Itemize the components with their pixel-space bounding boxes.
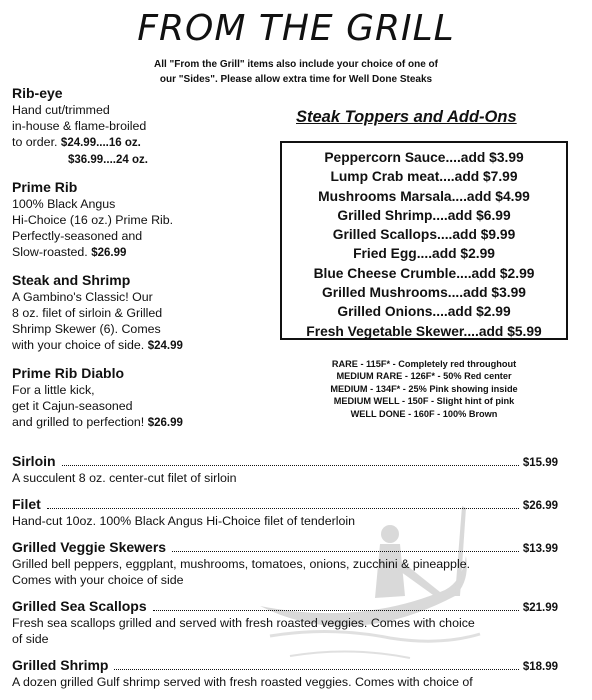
entree-name: Grilled Shrimp bbox=[12, 657, 109, 673]
entree-description: of side bbox=[12, 632, 49, 646]
entree-description: Hand-cut 10oz. 100% Black Angus Hi-Choice filet of tenderloin bbox=[12, 514, 355, 528]
item-price: $26.99 bbox=[147, 417, 183, 429]
item-description: 8 oz. filet of sirloin & Grilled bbox=[12, 306, 163, 320]
entree-price: $15.99 bbox=[522, 457, 558, 469]
item-name: Prime Rib Diablo bbox=[12, 365, 125, 381]
item-description: in-house & flame-broiled bbox=[12, 119, 147, 133]
entree-price: $13.99 bbox=[522, 543, 558, 555]
item-description: Hand cut/trimmed bbox=[12, 103, 110, 117]
entree-price: $18.99 bbox=[522, 661, 558, 673]
item-description: with your choice of side. bbox=[12, 338, 145, 352]
entree-name: Sirloin bbox=[12, 453, 56, 469]
entree-list bbox=[12, 452, 558, 699]
doneness-line: MEDIUM WELL - 150F - Slight hint of pink bbox=[333, 396, 515, 407]
entree-header bbox=[12, 656, 558, 674]
topper-item: Grilled Mushrooms....add $3.99 bbox=[322, 285, 526, 301]
doneness-guide bbox=[280, 358, 568, 420]
dot-leader bbox=[153, 610, 519, 611]
subtitle-line: our "Sides". Please allow extra time for Well Done Steaks bbox=[159, 74, 433, 85]
menu-item-prime-rib bbox=[12, 178, 274, 261]
item-description: A Gambino's Classic! Our bbox=[12, 290, 153, 304]
doneness-line: MEDIUM RARE - 126F* - 50% Red center bbox=[336, 371, 512, 382]
doneness-line: MEDIUM - 134F* - 25% Pink showing inside bbox=[330, 383, 518, 394]
page-title: FROM THE GRILL bbox=[137, 8, 455, 49]
topper-item: Peppercorn Sauce....add $3.99 bbox=[324, 150, 524, 165]
entree-description: A dozen grilled Gulf shrimp served with fresh roasted veggies. Comes with choice of bbox=[12, 675, 473, 689]
item-description: Shrimp Skewer (6). Comes bbox=[12, 322, 161, 336]
item-description bbox=[12, 414, 274, 431]
item-description bbox=[12, 244, 274, 261]
entree-header bbox=[12, 452, 558, 470]
entree-filet bbox=[12, 495, 558, 529]
dot-leader bbox=[172, 551, 519, 552]
entree-grilled-shrimp bbox=[12, 656, 558, 690]
item-name: Rib-eye bbox=[12, 85, 63, 101]
entree-grilled-sea-scallops bbox=[12, 597, 558, 647]
entree-header bbox=[12, 597, 558, 615]
item-description: 100% Black Angus bbox=[12, 197, 116, 211]
item-description: Perfectly-seasoned and bbox=[12, 229, 143, 243]
topper-item: Mushrooms Marsala....add $4.99 bbox=[318, 188, 530, 204]
entree-name: Filet bbox=[12, 496, 41, 512]
item-name: Steak and Shrimp bbox=[12, 272, 131, 288]
entree-description: Comes with your choice of side bbox=[12, 573, 184, 587]
entree-header bbox=[12, 495, 558, 513]
entree-description: A succulent 8 oz. center-cut filet of sirloin bbox=[12, 471, 237, 485]
topper-item: Grilled Onions....add $2.99 bbox=[337, 304, 511, 320]
topper-item: Grilled Shrimp....add $6.99 bbox=[337, 207, 511, 223]
page-subtitle bbox=[40, 57, 552, 87]
item-description: and grilled to perfection! bbox=[12, 415, 145, 429]
subtitle-line: All "From the Grill" items also include your choice of one of bbox=[154, 59, 438, 70]
dot-leader bbox=[114, 669, 518, 670]
entree-name: Grilled Sea Scallops bbox=[12, 598, 147, 614]
item-description: Slow-roasted. bbox=[12, 245, 88, 259]
dot-leader bbox=[62, 465, 519, 466]
toppers-heading: Steak Toppers and Add-Ons bbox=[296, 108, 517, 126]
topper-item: Grilled Scallops....add $9.99 bbox=[332, 227, 516, 243]
topper-item: Lump Crab meat....add $7.99 bbox=[330, 169, 518, 185]
menu-item-rib-eye bbox=[12, 84, 274, 168]
item-description bbox=[12, 337, 274, 354]
entree-price: $26.99 bbox=[522, 500, 558, 512]
topper-item: Fresh Vegetable Skewer....add $5.99 bbox=[306, 323, 542, 339]
item-description: For a little kick, bbox=[12, 383, 95, 397]
menu-item-steak-and-shrimp bbox=[12, 271, 274, 354]
topper-item: Blue Cheese Crumble....add $2.99 bbox=[313, 265, 535, 281]
entree-name: Grilled Veggie Skewers bbox=[12, 539, 167, 555]
topper-item: Fried Egg....add $2.99 bbox=[353, 246, 495, 262]
item-description: get it Cajun-seasoned bbox=[12, 399, 133, 413]
item-price: $26.99 bbox=[91, 247, 127, 259]
featured-steaks bbox=[12, 84, 274, 441]
dot-leader bbox=[47, 508, 519, 509]
item-price: $24.99....16 oz. bbox=[60, 137, 141, 149]
entree-description: Grilled bell peppers, eggplant, mushrooms, tomatoes, onions, zucchini & pineapple. bbox=[12, 557, 471, 571]
entree-price: $21.99 bbox=[522, 602, 558, 614]
item-description: Hi-Choice (16 oz.) Prime Rib. bbox=[12, 213, 174, 227]
toppers-box bbox=[280, 141, 568, 340]
item-price: $36.99....24 oz. bbox=[68, 154, 148, 166]
item-description: to order. bbox=[12, 135, 58, 149]
doneness-line: WELL DONE - 160F - 100% Brown bbox=[350, 408, 498, 419]
doneness-line: RARE - 115F* - Completely red throughout bbox=[331, 359, 517, 369]
entree-description: Fresh sea scallops grilled and served with fresh roasted veggies. Comes with choice bbox=[12, 616, 475, 630]
item-description bbox=[12, 134, 274, 151]
entree-grilled-veggie-skewers bbox=[12, 538, 558, 588]
entree-sirloin bbox=[12, 452, 558, 486]
entree-header bbox=[12, 538, 558, 556]
item-name: Prime Rib bbox=[12, 179, 78, 195]
item-price-row bbox=[12, 151, 274, 168]
item-price: $24.99 bbox=[147, 340, 183, 352]
menu-item-prime-rib-diablo bbox=[12, 364, 274, 431]
